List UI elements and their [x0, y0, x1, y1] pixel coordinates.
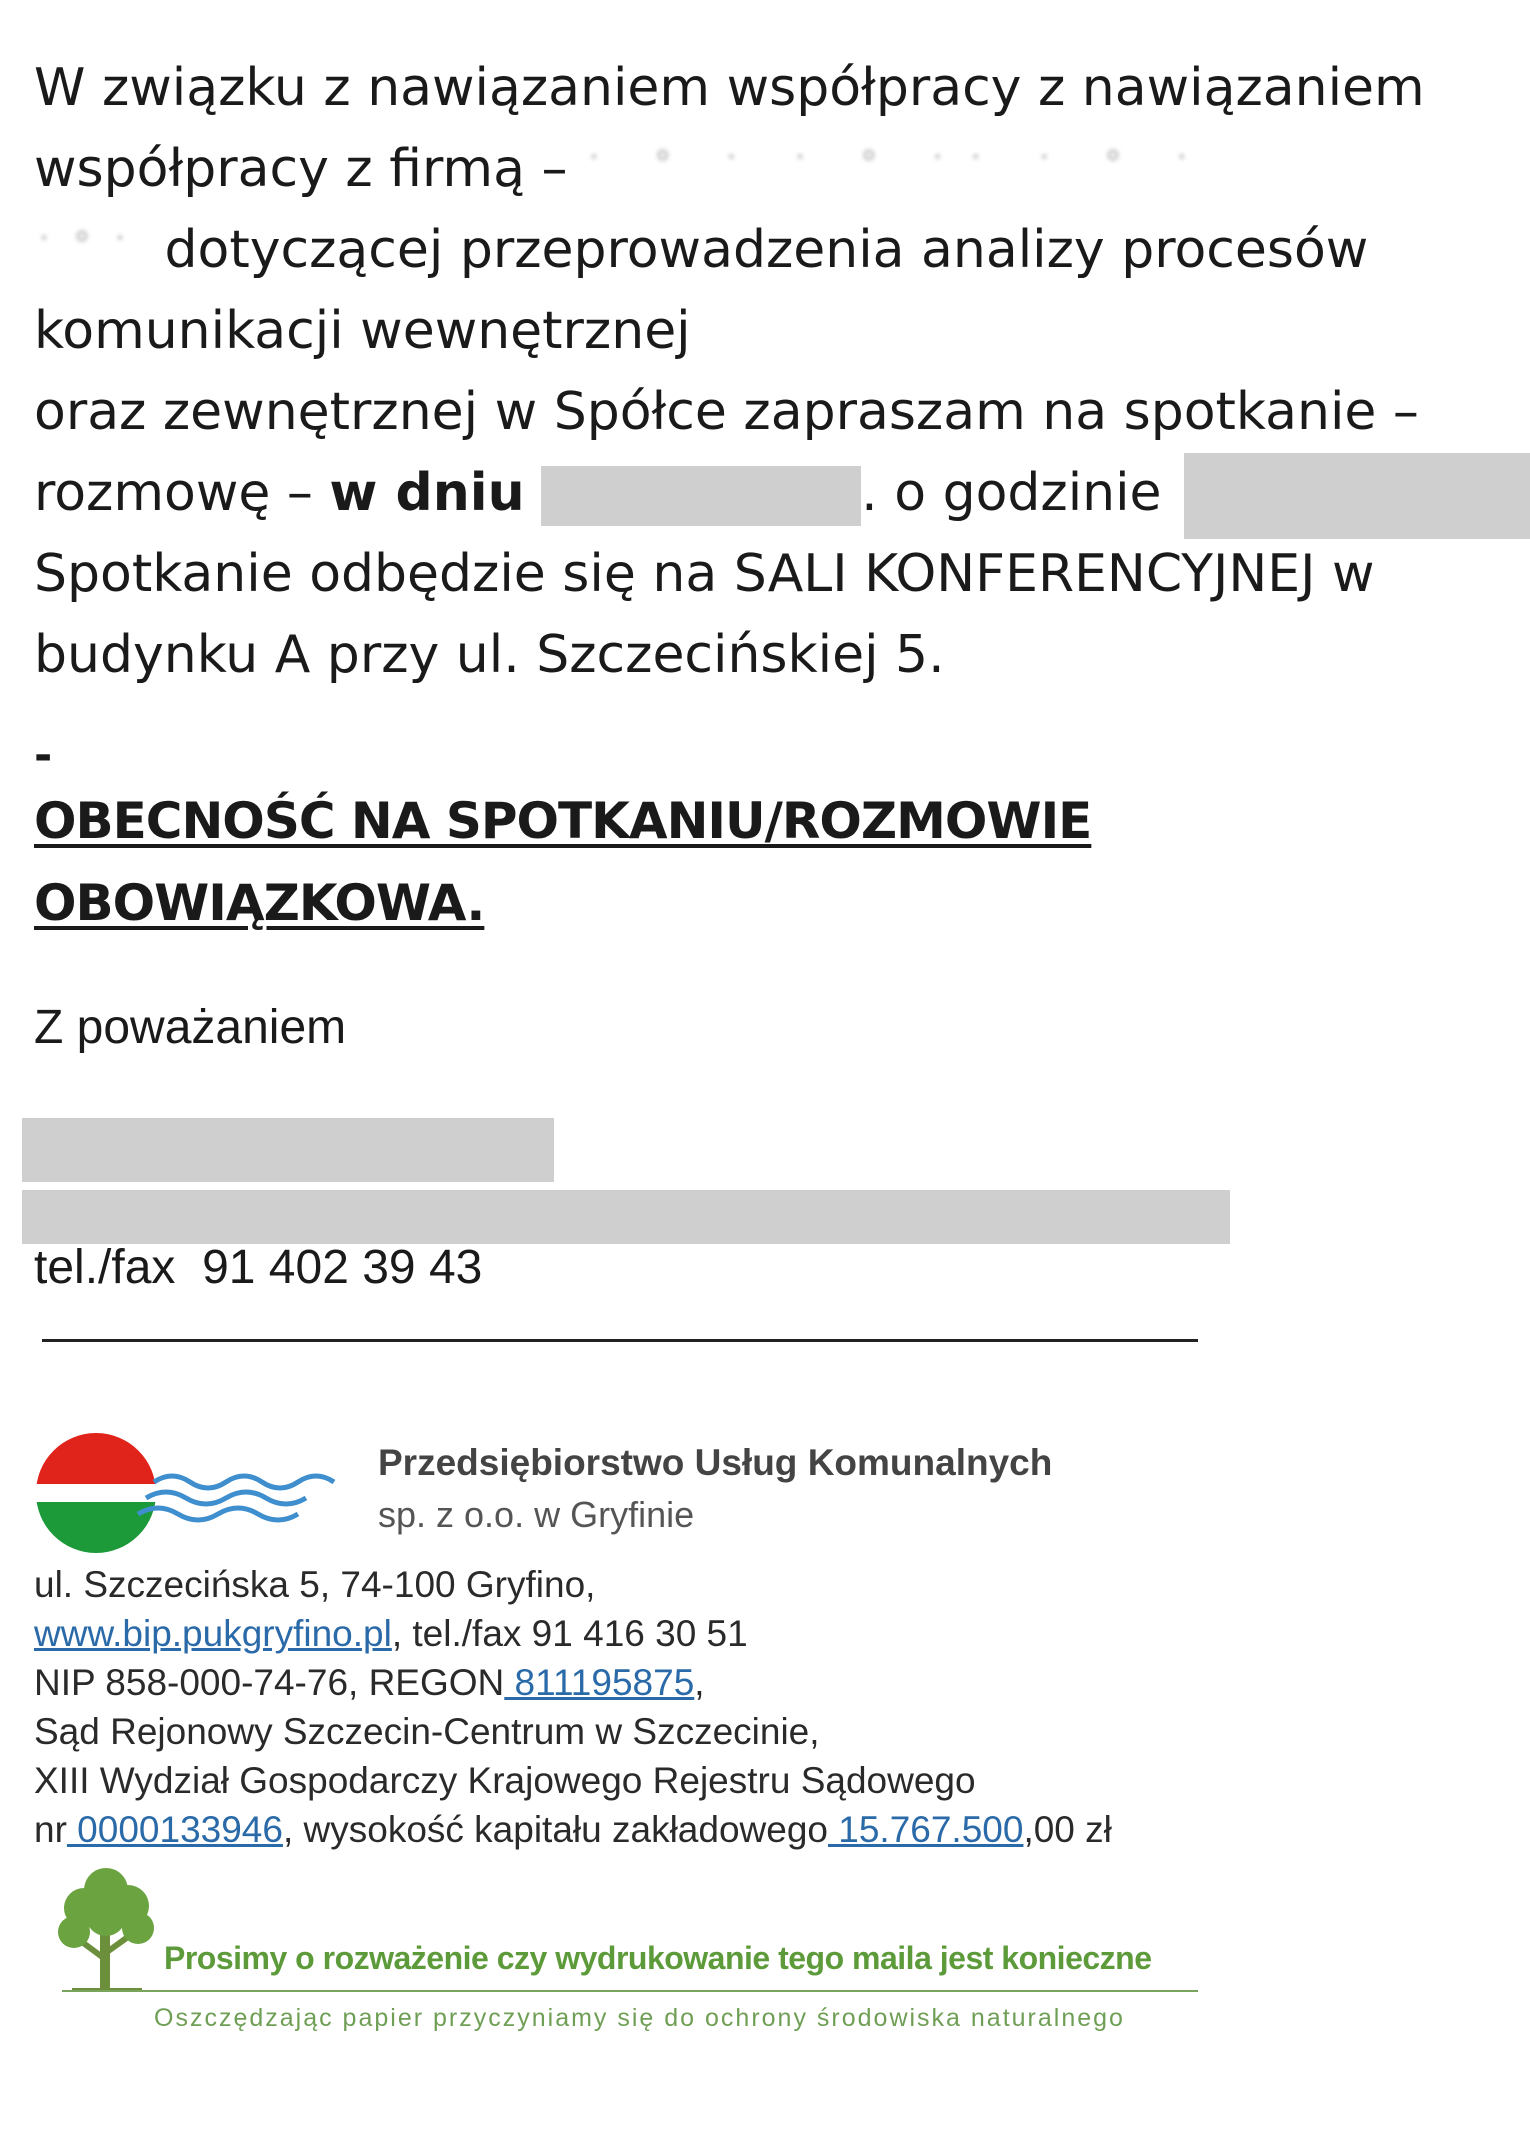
letter-line-3-text: dotyczącej przeprowadzenia analizy procesów [164, 220, 1369, 280]
nip-label: NIP 858-000-74-76, REGON [34, 1662, 505, 1703]
tree-icon [52, 1864, 160, 1994]
letter-line-8: budynku A przy ul. Szczecińskiej 5. [34, 625, 945, 685]
sender-phone: tel./fax 91 402 39 43 [34, 1241, 483, 1294]
dash-mark: - [34, 730, 53, 781]
company-nip-line [34, 1658, 1112, 1707]
redacted-sender-name [22, 1118, 554, 1182]
company-phone: , tel./fax 91 416 30 51 [391, 1613, 748, 1654]
redacted-company-name-end: ˙˚˙ [34, 229, 148, 276]
letter-line-5: oraz zewnętrznej w Spółce zapraszam na spotkanie – [34, 382, 1419, 442]
website-link[interactable]: www.bip.pukgryfino.pl [34, 1613, 392, 1654]
letter-line-4: komunikacji wewnętrznej [34, 301, 691, 361]
redacted-company-name: ˙ ˚ ˙ ˙ ˚ ˙˙ ˙ ˚ ˙ [584, 148, 1210, 195]
redacted-date [541, 466, 861, 526]
letter-line-2 [34, 129, 1504, 210]
company-name: Przedsiębiorstwo Usług Komunalnych [378, 1442, 1053, 1483]
letter-line-6-prefix: rozmowę – [34, 463, 313, 523]
capital-link[interactable]: 15.767.500 [827, 1809, 1024, 1850]
attendance-notice [34, 780, 1091, 944]
signature-divider [42, 1339, 1198, 1342]
letter-line-6 [34, 453, 1504, 534]
date-label: w dniu [329, 463, 525, 523]
company-web-line [34, 1609, 1112, 1658]
redacted-time [1184, 453, 1530, 539]
redacted-sender-title [22, 1190, 1230, 1244]
company-krs-line [34, 1805, 1112, 1854]
capital-suffix: ,00 zł [1023, 1809, 1112, 1850]
letter-body [34, 48, 1504, 696]
company-subname: sp. z o.o. w Gryfinie [378, 1494, 695, 1535]
regon-suffix: , [694, 1662, 705, 1703]
regon-link[interactable]: 811195875 [504, 1662, 695, 1703]
company-footer [34, 1560, 1112, 1854]
letter-line-7: Spotkanie odbędzie się na SALI KONFERENCYJNEJ w [34, 544, 1375, 604]
company-court: Sąd Rejonowy Szczecin-Centrum w Szczecinie, [34, 1711, 820, 1752]
eco-message: Prosimy o rozważenie czy wydrukowanie tego maila jest konieczne [164, 1940, 1152, 1976]
krs-link[interactable]: 0000133946 [66, 1809, 283, 1850]
company-address: ul. Szczecińska 5, 74-100 Gryfino, [34, 1564, 596, 1605]
letter-line-2-text: współpracy z firmą – [34, 139, 568, 199]
eco-divider [62, 1990, 1198, 1992]
attendance-notice-line-2: OBOWIĄZKOWA. [34, 874, 485, 932]
krs-label: nr [34, 1809, 67, 1850]
greeting: Z poważaniem [34, 1001, 347, 1054]
capital-label: , wysokość kapitału zakładowego [282, 1809, 828, 1850]
eco-submessage: Oszczędzając papier przyczyniamy się do ochrony środowiska naturalnego [154, 2004, 1125, 2032]
company-division: XIII Wydział Gospodarczy Krajowego Rejestru Sądowego [34, 1760, 976, 1801]
time-label: . o godzinie [861, 463, 1162, 523]
letter-line-1: W związku z nawiązaniem współpracy z nawiązaniem [34, 58, 1425, 118]
letter-line-3 [34, 210, 1504, 291]
company-logo-icon [34, 1432, 344, 1554]
attendance-notice-line-1: OBECNOŚĆ NA SPOTKANIU/ROZMOWIE [34, 792, 1092, 850]
